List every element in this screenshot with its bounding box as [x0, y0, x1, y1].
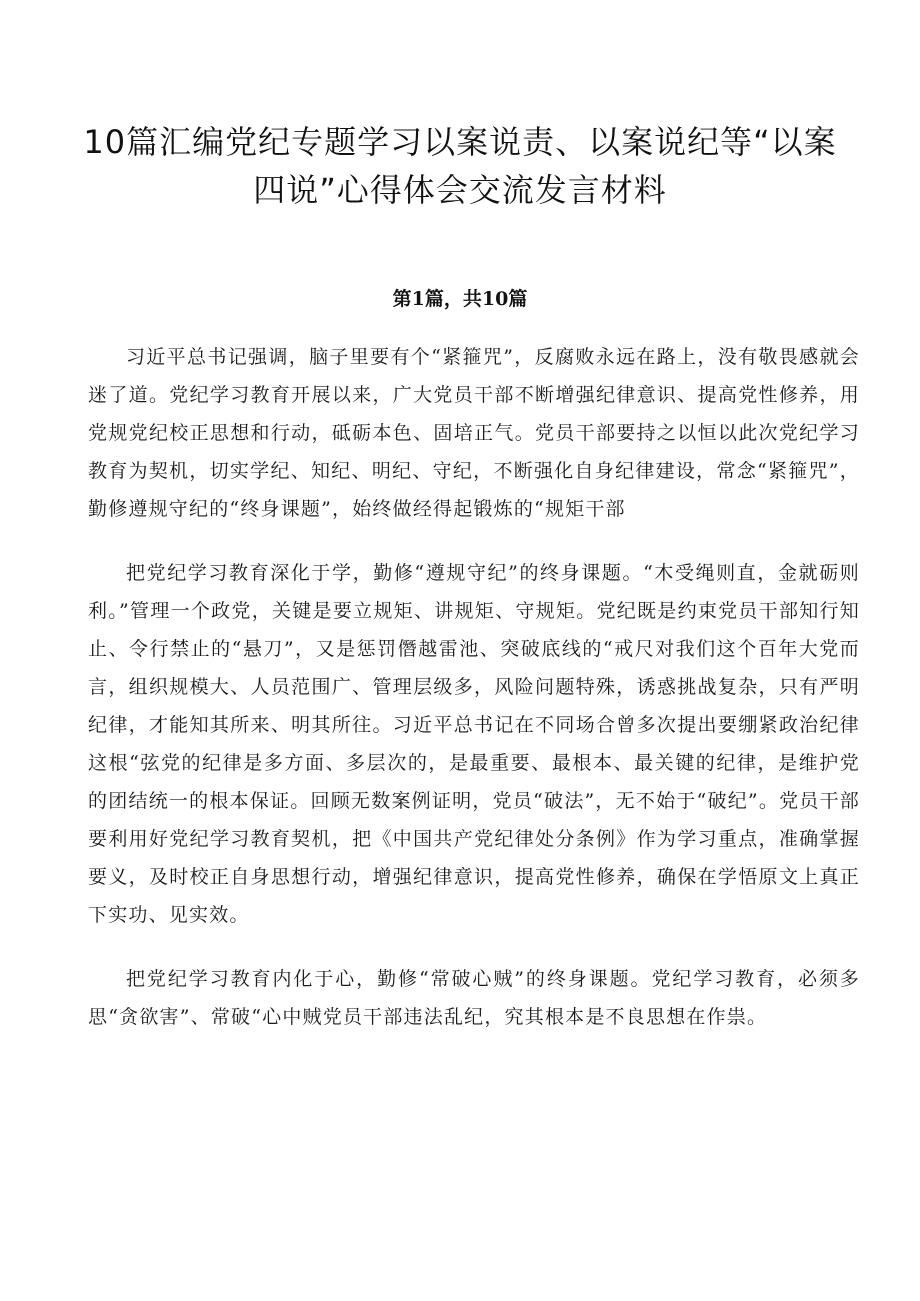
paragraph-2: 把党纪学习教育深化于学，勤修“遵规守纪”的终身课题。“木受绳则直，金就砺则利。”管理一个政党，关键是要立规矩、讲规矩、守规矩。党纪既是约束党员干部知行知止、令行禁止的“悬刀”，又是惩罚僭越雷池、突破底线的“戒尺对我们这个百年大党而言，组织规模大、人员范围广、管理层级多，风险问题特殊，诱惑挑战复杂，只有严明纪律，才能知其所来、明其所往。习近平总书记在不同场合曾多次提出要绷紧政治纪律这根“弦党的纪律是多方面、多层次的，是最重要、最根本、最关键的纪律，是维护党的团结统一的根本保证。回顾无数案例证明，党员“破法”，无不始于“破纪”。党员干部要利用好党纪学习教育契机，把《中国共产党纪律处分条例》作为学习重点，准确掌握要义，及时校正自身思想行动，增强纪律意识，提高党性修养，确保在学悟原文上真正下实功、见实效。 — [88, 562, 860, 926]
document-body — [88, 338, 860, 1036]
paragraph-3: 把党纪学习教育内化于心，勤修“常破心贼”的终身课题。党纪学习教育，必须多思“贪欲害”、常破“心中贼党员干部违法乱纪，究其根本是不良思想在作祟。 — [88, 968, 860, 1028]
section-subtitle: 第1篇，共10篇 — [392, 288, 528, 310]
paragraph-1: 习近平总书记强调，脑子里要有个“紧箍咒”，反腐败永远在路上，没有敬畏感就会迷了道。党纪学习教育开展以来，广大党员干部不断增强纪律意识、提高党性修养，用党规党纪校正思想和行动，砥砺本色、固培正气。党员干部要持之以恒以此次党纪学习教育为契机，切实学纪、知纪、明纪、守纪，不断强化自身纪律建设，常念“紧箍咒”，勤修遵规守纪的“终身课题”，始终做经得起锻炼的“规矩干部 — [88, 346, 860, 520]
document-title: 10篇汇编党纪专题学习以案说责、以案说纪等“以案四说”心得体会交流发言材料 — [83, 123, 837, 209]
